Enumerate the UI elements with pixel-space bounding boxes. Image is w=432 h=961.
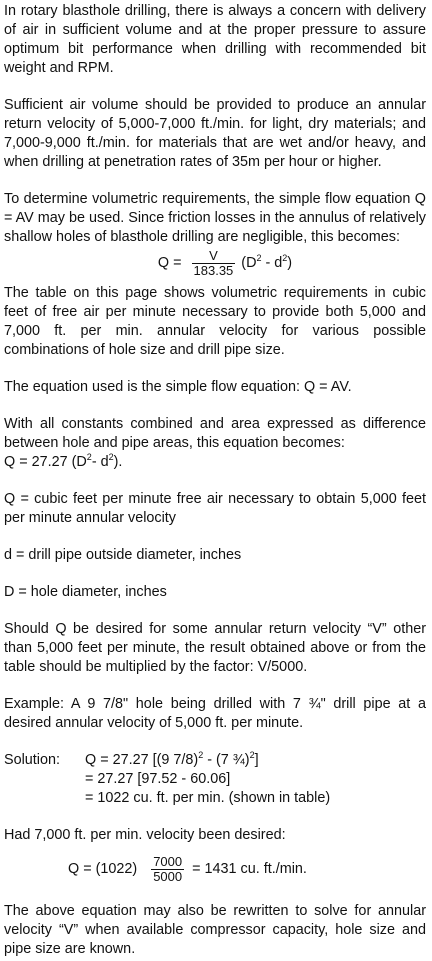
solution-line-1: Solution: Q = 27.27 [(9 7/8)$^2$ - (7 ¾)$^2$] — [4, 750, 259, 768]
definition-q: Q = cubic feet per minute free air necessary to obtain 5,000 feet per minute annular velocity — [4, 491, 426, 526]
paragraph-volumetric: To determine volumetric requirements, the simple flow equation Q = AV may be used. Since friction losses in the annulus of relatively shallow holes of blasthole drilling are negligible, this becomes: — [4, 191, 426, 245]
paragraph-equation-used: The equation used is the simple flow equation: Q = AV. — [4, 379, 352, 395]
flow-equation-area-term: $(D^2 - d^2)$ — [241, 253, 293, 271]
flow-equation-lhs: Q — [157, 255, 170, 271]
flow-equation-equals: = — [173, 255, 182, 271]
paragraph-table-description: The table on this page shows volumetric requirements in cubic feet of free air per minute necessary to provide both 5,000 and 7,000 ft. per min. annular velocity for various possible combinations of hole size and drill pipe size. — [4, 285, 426, 358]
paragraph-7000-velocity: Had 7,000 ft. per min. velocity been desired: — [4, 827, 286, 843]
paragraph-rewrite: The above equation may also be rewritten to solve for annular velocity “V” when available compressor capacity, hole size and pipe size are known. — [4, 903, 426, 957]
fraction-numerator: V — [209, 248, 218, 263]
fraction-denominator: 183.35 — [193, 263, 234, 278]
velocity-equation-fraction: $\frac{7000}{5000}$ — [153, 854, 183, 884]
paragraph-velocity-factor: Should Q be desired for some annular return velocity “V” other than 5,000 feet per minute, the result obtained above or from the table should be multiplied by the factor: V/5000. — [4, 621, 426, 675]
definition-small-d: d = drill pipe outside diameter, inches — [4, 547, 242, 563]
velocity-equation-result: = 1431 cu. ft./min. — [192, 861, 307, 877]
flow-equation-fraction — [192, 249, 236, 278]
solution-line-3: = 1022 cu. ft. per min. (shown in table) — [85, 790, 331, 806]
paragraph-air-volume: Sufficient air volume should be provided to produce an annular return velocity of 5,000-7,000 ft./min. for light, dry materials; and 7,000-9,000 ft./min. for materials that are wet and/or heavy, and when drilling at penetration rates of 35m per hour or higher. — [4, 97, 426, 170]
flow-equation — [4, 249, 426, 278]
combined-equation: Q = 27.27 ($D^2-$ $d^2$). — [4, 452, 123, 470]
velocity-equation — [68, 855, 426, 884]
paragraph-example: Example: A 9 7/8" hole being drilled with 7 ¾" drill pipe at a desired annular velocity of 5,000 ft. per minute. — [4, 696, 426, 731]
definition-capital-d: D = hole diameter, inches — [4, 584, 167, 600]
solution-line-2: = 27.27 [97.52 - 60.06] — [85, 771, 231, 787]
paragraph-combined-constants: With all constants combined and area expressed as difference between hole and pipe areas, this equation becomes: Q = 27.27 ($D^2-$ $d^2$). — [4, 416, 426, 470]
solution-block — [4, 751, 426, 808]
paragraph-intro: In rotary blasthole drilling, there is always a concern with delivery of air in sufficient volume and at the proper pressure to assure optimum bit performance when drilling with recommended bit weight and RPM. — [4, 3, 426, 76]
velocity-equation-lhs: Q = (1022) — [68, 861, 138, 877]
